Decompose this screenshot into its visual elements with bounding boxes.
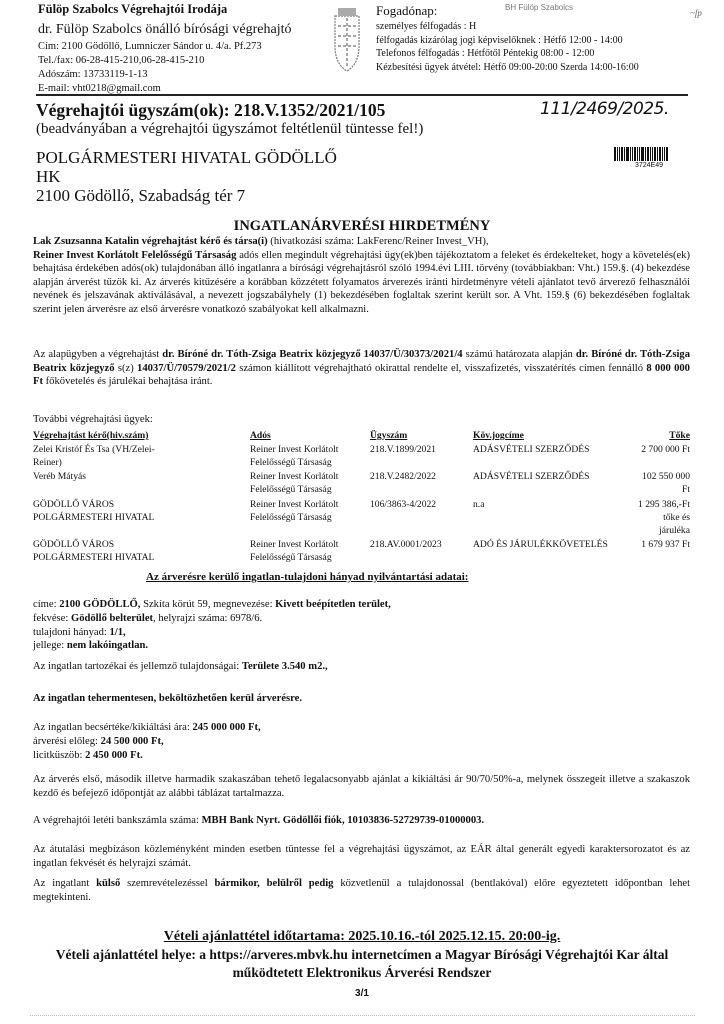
- table-cell: 102 550 000 Ft: [642, 471, 690, 495]
- barcode: [614, 147, 684, 169]
- other-cases-label: További végrehajtási ügyek:: [33, 414, 153, 425]
- value: 24 500 000 Ft,: [100, 735, 164, 747]
- starting-price: [33, 721, 261, 735]
- table-cell: GÖDÖLLŐ VÁROS POLGÁRMESTERI HIVATAL: [33, 539, 155, 563]
- encumbrance-note: Az ingatlan tehermentesen, beköltözhetően kerül árverésre.: [33, 693, 303, 704]
- table-cell: Reiner Invest Korlátolt Felelősségű Társaság: [250, 471, 339, 495]
- table-cell: Reiner Invest Korlátolt Felelősségű Társaság: [250, 444, 339, 468]
- bidding-period: Vételi ajánlattétel időtartama: 2025.10.16.-tól 2025.12.15. 20:00-ig.: [163, 929, 561, 944]
- handwritten-number: 111/2469/2025.: [540, 99, 669, 119]
- value: nem lakóingatlan.: [66, 640, 149, 652]
- property-address: [33, 598, 391, 612]
- label: árverési előleg:: [33, 735, 101, 747]
- office-phone: Tel./fax: 06-28-415-210,06-28-415-210: [38, 55, 205, 66]
- value: 2 450 000 Ft.: [85, 749, 143, 761]
- document-title: INGATLANÁRVERÉSI HIRDETMÉNY: [233, 218, 491, 234]
- reception-phone: Telefonos félfogadás : Hétfőtől Péntekig 08:00 - 12:00: [376, 48, 595, 59]
- table-cell: 218.V.1899/2021: [370, 444, 436, 455]
- column-header: Tőke: [669, 430, 690, 441]
- table-cell: Veréb Mátyás: [33, 471, 87, 482]
- property-share: [33, 626, 391, 640]
- basis-text: s(z): [114, 362, 138, 374]
- stages-paragraph: Az árverés első, második illetve harmadik szakaszában tehető legalacsonyabb ajánlat a kikiáltási ár 90/70/50%-a, melynek összegeit illetve a szakaszok kezdő és befejező időpontját az alábbi táblázat tartalmazza.: [33, 774, 690, 799]
- property-features: [33, 661, 328, 672]
- tax-number: Adószám: 13733119-1-13: [38, 69, 148, 80]
- viewing-paragraph: [33, 877, 690, 904]
- deposit: [33, 735, 261, 749]
- label: A végrehajtói letéti bankszámla száma:: [33, 815, 202, 826]
- table-cell: Reiner Invest Korlátolt Felelősségű Társaság: [250, 499, 339, 523]
- coat-of-arms-icon: [332, 6, 362, 76]
- intro-body: adós ellen megindult végrehajtási ügy(ek)ben tájékoztatom a feleket és érdekelteket, hogy a követelés(ek) behajtása érdekében adós(ok) tulajdonában álló ingatlanra a bírósági végrehajtásról szóló 1994.évi LIII. törvény (továbbiakban: Vht.) 159.§. (4) bekezdése alapján árverést tűzök ki. Az árverés kitűzésére a korábban közzétett folyamatos árverezés iránti hirdetményre vételi ajánlatot tevő árverező felhasználói nevének és jelszavának aktiválásával, a nevezett jogszabályhely (1) bekezdésében foglaltak szerint került sor. A Vht. 159.§ (6) bekezdésében foglaltak szerint jelen árverésre az első árverésre vonatkozó szabályokat kell alkalmazni.: [33, 249, 690, 315]
- column-header: Ügyszám: [370, 430, 408, 441]
- principal-amount: 8 000 000 Ft: [33, 362, 690, 388]
- reception-delivery: Kézbesítési ügyek átvétel: Hétfő 09:00-20:00 Szerda 14:00-16:00: [376, 62, 639, 73]
- value: , helyrajzi száma: 6978/6.: [153, 612, 263, 624]
- other-cases-table: [33, 429, 690, 569]
- creditor: Lak Zsuzsanna Katalin végrehajtást kérő és társa(i): [33, 236, 268, 247]
- creditor-ref: (hivatkozási száma: LakFerenc/Reiner Invest_VH),: [267, 236, 489, 247]
- recipient-line2: HK: [36, 167, 61, 186]
- value: Gödöllő belterület: [70, 612, 154, 624]
- table-cell: 1 295 386,-Ft tőke és járuléka: [638, 499, 690, 536]
- bidding-place: Vételi ajánlattétel helye: a https://arveres.mbvk.hu internetcímen a Magyar Bírósági Végrehajtói Kar által: [55, 947, 669, 962]
- basis-paragraph: [33, 348, 690, 389]
- label: Az ingatlan becsértéke/kikiáltási ára:: [33, 722, 193, 733]
- value: Szkíta körút 59: [140, 599, 208, 610]
- reception-legal: félfogadás kizárólag jogi képviselőknek : Hétfő 12:00 - 14:00: [376, 35, 623, 46]
- signature-icon: ~ſp: [690, 8, 702, 18]
- reception-personal: személyes félfogadás : H: [376, 21, 477, 32]
- stamp-text: BH Fülöp Szabolcs: [505, 3, 574, 12]
- table-cell: n.a: [473, 499, 485, 510]
- table-cell: 218.V.2482/2022: [370, 471, 436, 482]
- column-header: Végrehajtást kérő(hiv.szám): [33, 430, 149, 441]
- office-address: Cím: 2100 Gödöllő, Lumniczer Sándor u. 4/a. Pf.273: [38, 41, 262, 52]
- debtor: Reiner Invest Korlátolt Felelősségű Társaság: [33, 249, 237, 261]
- text: külső: [96, 878, 121, 889]
- text: Az ingatlant: [33, 878, 97, 889]
- enforceable-document-number: 14037/Ü/70579/2021/2: [137, 362, 236, 374]
- label: jellege:: [33, 640, 67, 652]
- recipient-name: POLGÁRMESTERI HIVATAL GÖDÖLLŐ: [36, 148, 337, 167]
- column-header: Adós: [250, 430, 271, 441]
- notary-decision: dr. Bíróné dr. Tóth-Zsiga Beatrix közjegyző 14037/Ü/30373/2021/4: [162, 349, 463, 360]
- value: Területe 3.540 m2.,: [241, 661, 328, 672]
- basis-text: főkövetelés és járulékai behajtása iránt.: [43, 376, 213, 388]
- basis-text: Az alapügyben a végrehajtást: [33, 349, 163, 360]
- label: , megnevezése:: [207, 599, 276, 610]
- table-cell: Zelei Kristóf És Tsa (VH/Zelei-Reiner): [33, 444, 155, 468]
- table-cell: ADÁSVÉTELI SZERZŐDÉS: [473, 471, 590, 482]
- column-header: Köv.jogcíme: [473, 430, 524, 441]
- office-name: Fülöp Szabolcs Végrehajtói Irodája: [38, 2, 228, 16]
- intro-paragraph: [33, 235, 690, 317]
- recipient-address: 2100 Gödöllő, Szabadság tér 7: [36, 186, 246, 205]
- value: 1/1,: [109, 626, 126, 638]
- label: fekvése:: [33, 612, 71, 624]
- bank-account: [33, 815, 484, 826]
- label: tulajdoni hányad:: [33, 626, 110, 638]
- table-cell: GÖDÖLLŐ VÁROS POLGÁRMESTERI HIVATAL: [33, 499, 155, 523]
- header-divider: [36, 94, 688, 96]
- case-note: (beadványában a végrehajtói ügyszámot feltétlenül tüntesse fel!): [36, 121, 424, 137]
- label: licitküszöb:: [33, 749, 86, 761]
- bailiff-name: dr. Fülöp Szabolcs önálló bírósági végrehajtó: [38, 22, 292, 37]
- table-cell: 1 679 937 Ft: [641, 539, 690, 550]
- transfer-paragraph: Az átutalási megbízáson közleményként minden esetben tüntesse fel a végrehajtási ügyszámot, az EÁR által generált egyedi karaktersorozatot és az ingatlan fekvését és helyrajzi számát.: [33, 844, 690, 869]
- page-number: 3/1: [355, 988, 369, 999]
- property-type: [33, 639, 391, 653]
- bid-increment: [33, 749, 261, 763]
- text: bármikor, belülről pedig: [214, 878, 334, 889]
- table-cell: Reiner Invest Korlátolt Felelősségű Társaság: [250, 539, 339, 563]
- value: Kivett beépítetlen terület,: [275, 599, 391, 610]
- label: címe:: [33, 599, 60, 610]
- scan-noise-line: [30, 1015, 695, 1017]
- prices: [33, 721, 261, 762]
- barcode-bars: [614, 147, 684, 162]
- case-number: Végrehajtói ügyszám(ok): 218.V.1352/2021/105: [36, 100, 386, 120]
- barcode-number: 3724E49: [634, 162, 664, 169]
- table-cell: 106/3863-4/2022: [370, 499, 437, 510]
- table-cell: 218.AV.0001/2023: [370, 539, 442, 550]
- text: közvetlenül a tulajdonossal (bentlakóval) előre egyeztetett időpontban lehet megtekinteni.: [33, 878, 691, 903]
- value: 245 000 000 Ft,: [192, 722, 261, 733]
- bidding-system: működtetett Elektronikus Árverési Rendszer: [232, 965, 492, 980]
- table-cell: ADÓ ÉS JÁRULÉKKÖVETELÉS: [473, 539, 608, 550]
- label: Az ingatlan tartozékai és jellemző tulajdonságai:: [33, 661, 242, 672]
- property-details: [33, 598, 391, 653]
- property-heading: Az árverésre kerülő ingatlan-tulajdoni hányad nyilvántartási adatai:: [146, 571, 469, 583]
- office-email: E-mail: vht0218@gmail.com: [38, 83, 161, 94]
- basis-text: számon kiállított végrehajtható okirattal rendelte el, visszafizetés, visszatérítés címen fennálló: [235, 362, 647, 374]
- basis-text: számú határozata alapján: [462, 349, 576, 360]
- table-cell: 2 700 000 Ft: [641, 444, 690, 455]
- table-cell: ADÁSVÉTELI SZERZŐDÉS: [473, 444, 590, 455]
- text: szemrevételezéssel: [120, 878, 215, 889]
- reception-title: Fogadónap:: [376, 3, 438, 18]
- value: MBH Bank Nyrt. Gödöllői fiók, 10103836-52729739-01000003.: [201, 815, 485, 826]
- value: 2100 GÖDÖLLŐ,: [59, 599, 141, 610]
- notary-name: dr. Bíróné dr. Tóth-Zsiga Beatrix közjegyző: [33, 349, 690, 374]
- property-location: [33, 612, 391, 626]
